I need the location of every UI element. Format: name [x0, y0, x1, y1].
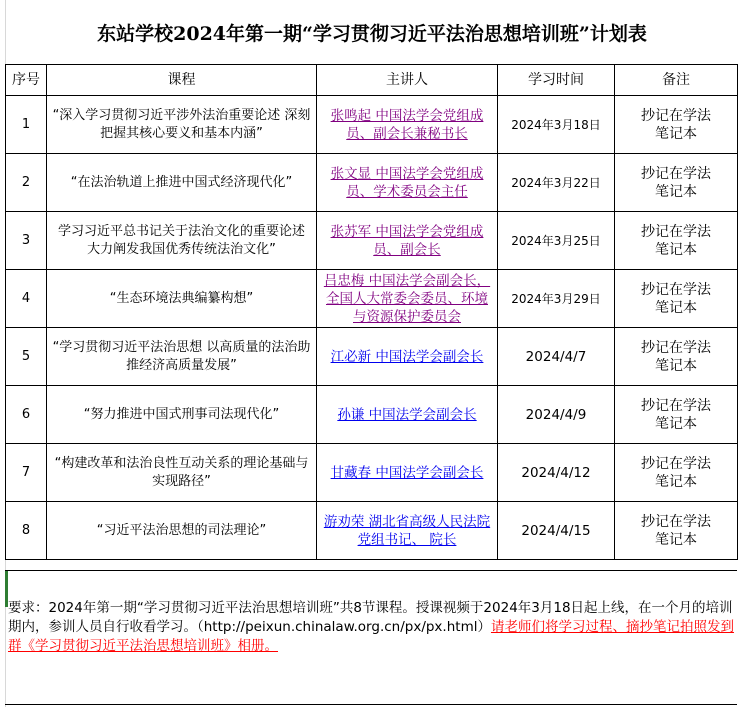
- speaker-cell: [317, 444, 498, 502]
- header-date: 学习时间: [498, 65, 615, 96]
- remark: 抄记在学法笔记本: [615, 270, 738, 328]
- remark: 抄记在学法笔记本: [615, 96, 738, 154]
- speaker-link[interactable]: 孙谦 中国法学会副会长: [337, 406, 477, 423]
- remark: 抄记在学法笔记本: [615, 444, 738, 502]
- remark: 抄记在学法笔记本: [615, 386, 738, 444]
- row-number: 6: [6, 386, 47, 444]
- course-title: “在法治轨道上推进中国式经济现代化”: [47, 154, 317, 212]
- row-number: 8: [6, 502, 47, 560]
- speaker-cell: [317, 96, 498, 154]
- speaker-cell: [317, 502, 498, 560]
- table-row: [6, 502, 738, 560]
- remark: 抄记在学法笔记本: [615, 328, 738, 386]
- header-speaker: 主讲人: [317, 65, 498, 96]
- speaker-link[interactable]: 张苏军 中国法学会党组成员、副会长: [330, 223, 484, 258]
- table-row: [6, 96, 738, 154]
- study-date: 2024年3月18日: [498, 96, 615, 154]
- header-course: 课程: [47, 65, 317, 96]
- page-title: 东站学校2024年第一期“学习贯彻习近平法治思想培训班”计划表: [97, 22, 647, 45]
- speaker-cell: [317, 154, 498, 212]
- study-date: 2024/4/7: [498, 328, 615, 386]
- header-no: 序号: [6, 65, 47, 96]
- speaker-link[interactable]: 江必新 中国法学会副会长: [330, 348, 484, 365]
- table-row: [6, 444, 738, 502]
- course-title: “构建改革和法治良性互动关系的理论基础与实现路径”: [47, 444, 317, 502]
- study-date: 2024年3月22日: [498, 154, 615, 212]
- study-date: 2024/4/9: [498, 386, 615, 444]
- row-number: 4: [6, 270, 47, 328]
- study-date: 2024年3月29日: [498, 270, 615, 328]
- speaker-link[interactable]: 张鸣起 中国法学会党组成员、副会长兼秘书长: [330, 107, 484, 142]
- table-row: [6, 328, 738, 386]
- study-date: 2024年3月25日: [498, 212, 615, 270]
- course-title: “习近平法治思想的司法理论”: [47, 502, 317, 560]
- table-row: [6, 270, 738, 328]
- header-note: 备注: [615, 65, 738, 96]
- speaker-cell: [317, 270, 498, 328]
- study-date: 2024/4/15: [498, 502, 615, 560]
- header-row: [6, 65, 738, 96]
- row-number: 2: [6, 154, 47, 212]
- speaker-cell: [317, 212, 498, 270]
- speaker-link[interactable]: 吕忠梅 中国法学会副会长，全国人大常委会委员、环境与资源保护委员会: [323, 272, 491, 325]
- remark: 抄记在学法笔记本: [615, 502, 738, 560]
- speaker-link[interactable]: 游劝荣 湖北省高级人民法院党组书记、 院长: [323, 513, 491, 548]
- course-title: “努力推进中国式刑事司法现代化”: [47, 386, 317, 444]
- remark: 抄记在学法笔记本: [615, 154, 738, 212]
- course-title: “学习贯彻习近平法治思想 以高质量的法治助推经济高质量发展”: [47, 328, 317, 386]
- course-title: “深入学习贯彻习近平涉外法治重要论述 深刻把握其核心要义和基本内涵”: [47, 96, 317, 154]
- course-title: “生态环境法典编纂构想”: [47, 270, 317, 328]
- table-row: [6, 386, 738, 444]
- table-row: [6, 154, 738, 212]
- speaker-cell: [317, 386, 498, 444]
- course-title: 学习习近平总书记关于法治文化的重要论述 大力阐发我国优秀传统法治文化”: [47, 212, 317, 270]
- table-row: [6, 212, 738, 270]
- speaker-link[interactable]: 张文显 中国法学会党组成员、学术委员会主任: [330, 165, 484, 200]
- speaker-link[interactable]: 甘藏春 中国法学会副会长: [330, 464, 484, 481]
- row-number: 5: [6, 328, 47, 386]
- speaker-cell: [317, 328, 498, 386]
- requirement-highlight-link[interactable]: 请老师们将学习过程、摘抄笔记拍照发到群《学习贯彻习近平法治思想培训班》相册。: [8, 619, 734, 654]
- study-date: 2024/4/12: [498, 444, 615, 502]
- schedule-table: [5, 64, 738, 560]
- row-number: 7: [6, 444, 47, 502]
- requirement-text: 要求：2024年第一期“学习贯彻习近平法治思想培训班”共8节课程。授课视频于2024年3月18日起上线，在一个月的培训期内，参训人员自行收看学习。（http://peixun.chinalaw.org.cn/px/px.html）: [8, 600, 733, 635]
- remark: 抄记在学法笔记本: [615, 212, 738, 270]
- row-number: 3: [6, 212, 47, 270]
- requirement-note: [5, 570, 737, 705]
- row-number: 1: [6, 96, 47, 154]
